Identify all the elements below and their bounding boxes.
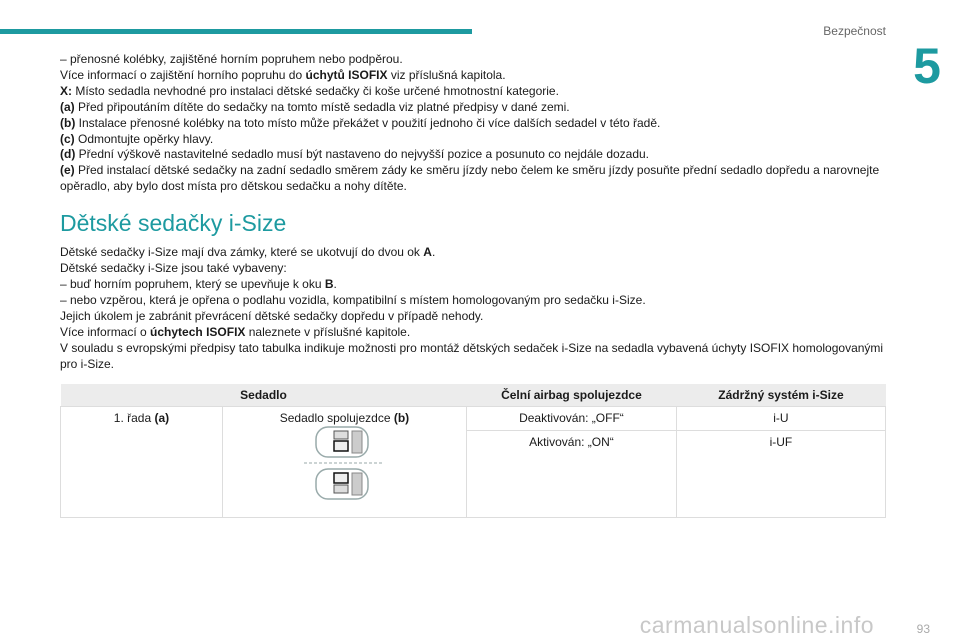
paragraph: – nebo vzpěrou, která je opřena o podlahu vozidla, kompatibilní s místem homologovaným pro sedačku i-Size. [60, 292, 646, 307]
car-seats-icon [304, 425, 384, 501]
note-e: (e) Před instalací dětské sedačky na zadní sedadlo směrem zády ke směru jízdy nebo čelem ke směru jízdy posuňte přední sedadlo dopředu a narovnejte opěradlo, aby bylo dost místa pro dětskou sedačku a nohy dítěte. [60, 163, 880, 194]
paragraph: – buď horním popruhem, který se upevňuje k oku B. [60, 276, 337, 291]
header-airbag: Čelní airbag spolujezdce [467, 384, 677, 407]
note-line: – přenosné kolébky, zajištěné horním popruhem nebo podpěrou. [60, 52, 403, 66]
chapter-number: 5 [894, 36, 960, 96]
seat-cell: Sedadlo spolujezdce (b) [222, 407, 466, 518]
header-system: Zádržný systém i-Size [676, 384, 885, 407]
paragraph: Dětské sedačky i-Size mají dva zámky, které se ukotvují do dvou ok A. [60, 245, 436, 260]
system-iu-cell: i-U [676, 407, 885, 431]
airbag-on-cell: Aktivován: „ON“ [467, 431, 677, 518]
paragraph: Jejich úkolem je zabránit převrácení dětské sedačky dopředu v případě nehody. [60, 308, 484, 323]
paragraph: Více informací o úchytech ISOFIX naleznete v příslušné kapitole. [60, 324, 411, 339]
system-iuf-cell: i-UF [676, 431, 885, 518]
watermark: carmanualsonline.info [639, 612, 874, 638]
paragraph: Dětské sedačky i-Size jsou také vybaveny: [60, 261, 287, 276]
note-line: Více informací o zajištění horního popruhu do úchytů ISOFIX viz příslušná kapitola. [60, 67, 506, 82]
section-heading: Dětské sedačky i-Size [60, 210, 287, 237]
note-b: (b) Instalace přenosné kolébky na toto místo může překážet v použití jednoho či více dalších sedadel v této řadě. [60, 115, 661, 130]
header-accent-bar [0, 29, 472, 34]
table-header-row [61, 384, 886, 407]
note-d: (d) Přední výškově nastavitelné sedadlo musí být nastaveno do nejvyšší pozice a posunuto co nejdále dozadu. [60, 147, 650, 162]
header-seat: Sedadlo [61, 384, 467, 407]
note-a: (a) Před připoutáním dítěte do sedačky na tomto místě sedadla viz platné předpisy v dané zemi. [60, 99, 570, 114]
page-number: 93 [916, 622, 930, 636]
airbag-off-cell: Deaktivován: „OFF“ [467, 407, 677, 431]
section-name: Bezpečnost [823, 24, 886, 38]
row-label-cell: 1. řada (a) [61, 407, 223, 518]
note-x: X: Místo sedadla nevhodné pro instalaci dětské sedačky či koše určené hmotnostní kategorie. [60, 83, 559, 98]
table-row [61, 407, 886, 431]
isize-table [60, 384, 886, 518]
note-c: (c) Odmontujte opěrky hlavy. [60, 131, 214, 146]
page-content [60, 52, 890, 372]
paragraph: V souladu s evropskými předpisy tato tabulka indikuje možnosti pro montáž dětských sedaček i-Size na sedadla vybavená úchyty ISOFIX homologovanými pro i-Size. [60, 340, 884, 371]
